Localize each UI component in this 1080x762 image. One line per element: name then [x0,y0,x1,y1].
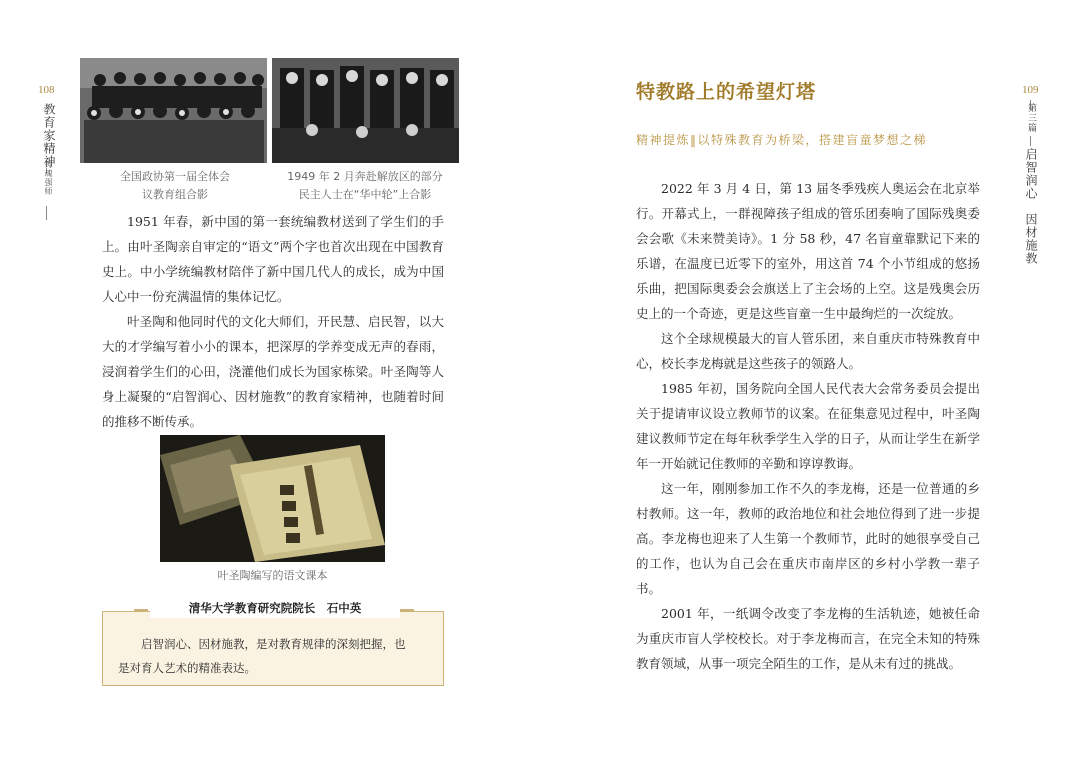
side-divider [1030,136,1031,146]
quote-attribution: 清华大学教育研究院院长 石中英 [150,598,400,618]
side-title-left: 教育家精神 [42,103,56,168]
group-photo-image [80,58,267,163]
paragraph: 2001 年，一纸调令改变了李龙梅的生活轨迹，她被任命为重庆市盲人学校校长。对于李龙梅而言，在完全未知的特殊教育领域，从事一项完全陌生的工作，是从未有过的挑战。 [636,606,980,671]
page-number-left: 108 [38,84,55,96]
caption-line: 1949 年 2 月奔赴解放区的部分 [287,170,443,183]
side-divider [46,206,47,220]
quote-text [118,632,434,680]
paragraph: 1951 年春，新中国的第一套统编教材送到了学生们的手上。由叶圣陶亲自审定的“语文”两个字也首次出现在中国教育史上。中小学统编教材陪伴了新中国几代人的成长，成为中国人心中一份充满温情的集体记忆。 [102,214,444,304]
paragraph: 这个全球规模最大的盲人管乐团，来自重庆市特殊教育中心，校长李龙梅就是这些孩子的领路人。 [636,331,980,371]
side-title-right: 启智润心 因材施教 [1024,148,1038,265]
section-subtitle: 精神提炼‖以特殊教育为桥梁，搭建盲童梦想之梯 [636,133,928,147]
paragraph: 这一年，刚刚参加工作不久的李龙梅，还是一位普通的乡村教师。这一年，教师的政治地位和社会地位得到了进一步提高。李龙梅也迎来了人生第一个教师节，此时的她很享受自己的工作，也认为自己会在重庆市南岸区的乡村小学教一辈子书。 [636,481,980,596]
caption-line: 全国政协第一届全体会 [120,170,230,183]
paragraph: 叶圣陶和他同时代的文化大师们，开民慧、启民智，以大大的才学编写着小小的课本，把深厚的学养变成无声的春雨，浸润着学生们的心田，浇灌他们成长为国家栋梁。叶圣陶等人身上凝聚的“启智润心、因材施教”的教育家精神，也随着时间的推移不断传承。 [102,314,444,429]
quote-header-dash [134,609,148,611]
side-part-label: 第三篇 [1026,103,1036,133]
textbook-photo [160,435,385,562]
caption-line: 民主人士在“华中轮”上合影 [298,188,432,201]
photo-1-caption [100,168,250,204]
group-photo-image [272,58,459,163]
caption-line: 议教育组合影 [142,188,208,201]
quote-line: 是对育人艺术的精准表达。 [118,661,256,675]
left-body-text [102,209,444,434]
paragraph: 1985 年初，国务院向全国人民代表大会常务委员会提出关于提请审议设立教师节的议案。在征集意见过程中，叶圣陶建议教师节定在每年秋季学生入学的日子，从而让学生在新学年一开始就记住教师的辛勤和谆谆教诲。 [636,381,980,471]
paragraph: 2022 年 3 月 4 日，第 13 届冬季残疾人奥运会在北京举行。开幕式上，一群视障孩子组成的管乐团奏响了国际残奥委会会歌《未来赞美诗》。1 分 58 秒，47 名盲童靠默记下来的乐谱，在温度已近零下的室外，用这首 74 个小节组成的悠扬乐曲，把国际奥委会会旗送上了主会场的上空。这是残奥会历史上的一个奇迹，更是这些盲童一生中最绚烂的一次绽放。 [636,181,980,321]
textbook-caption: 叶圣陶编写的语文课本 [217,569,328,582]
section-title: 特教路上的希望灯塔 [636,81,817,103]
textbook-image [160,435,385,562]
side-subtitle-left: 铸魂强师 [44,160,53,196]
quote-header-dash [400,609,414,611]
quote-line: 启智润心、因材施教，是对教育规律的深刻把握，也 [141,637,406,651]
historical-photo-1 [80,58,267,163]
photo-2-caption [270,168,460,204]
right-body-text [636,176,980,676]
page-number-right: 109 [1022,84,1039,96]
historical-photo-2 [272,58,459,163]
